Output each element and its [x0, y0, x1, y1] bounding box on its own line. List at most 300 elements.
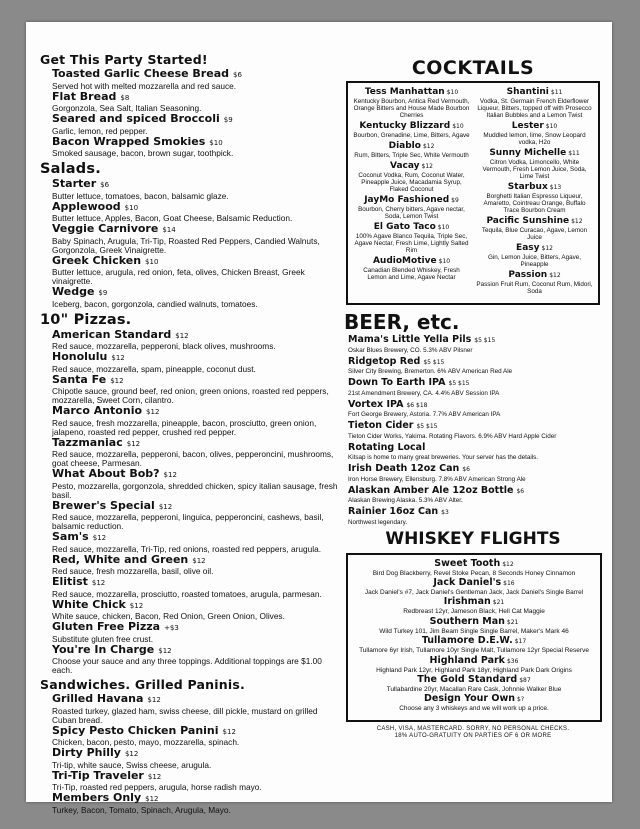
- menu-item: [52, 500, 340, 532]
- whiskey-flight: [354, 636, 594, 654]
- beer-description: 21st Amendment Brewery, CA. 4.4% ABV Session IPA: [348, 389, 500, 397]
- cocktail-name: [476, 243, 593, 254]
- whiskey-flight: [354, 656, 594, 674]
- item-description: White sauce, chicken, Bacon, Red Onion, Green Onion, Olives.: [52, 611, 285, 621]
- cocktail-description: Gin, Lemon Juice, Bitters, Agave, Pineapple: [487, 254, 582, 268]
- beer-item: [348, 464, 604, 483]
- flight-name: [354, 578, 594, 589]
- menu-item: [52, 693, 340, 725]
- cocktail-price: $9: [451, 197, 459, 204]
- item-price: $8: [120, 93, 130, 102]
- item-description: Red sauce, mozzarella, pepperoni, linguica, pepperoncini, cashews, basil, balsamic reduction.: [52, 512, 324, 531]
- item-name: [52, 437, 340, 451]
- flight-name: [354, 694, 594, 705]
- beer-description: Tieton Cider Works, Yakima. Rotating Flavors. 6.9% ABV Hard Apple Cider: [348, 432, 557, 440]
- item-name: [52, 374, 340, 388]
- flight-name: [354, 559, 594, 570]
- menu-item: [52, 351, 340, 374]
- item-description: Garlic, lemon, red pepper.: [52, 125, 148, 136]
- item-description: Butter lettuce, tomatoes, bacon, balsamic glaze.: [52, 190, 229, 201]
- beer-description: Fort George Brewery, Astoria. 7.7% ABV American IPA: [348, 411, 501, 418]
- item-name-text: Applewood: [52, 199, 121, 213]
- beer-name-text: Vortex IPA: [348, 398, 404, 410]
- beer-description: Silver City Brewing, Bremerton. 6% ABV American Red Ale: [348, 368, 513, 375]
- item-description: Substitute gluten free crust.: [52, 633, 154, 644]
- item-price: $9: [98, 289, 108, 297]
- beer-item: [348, 443, 604, 462]
- beer-description: Kitsap is home to many great breweries. Your server has the details.: [348, 454, 539, 461]
- beer-name-text: Tieton Cider: [348, 420, 414, 431]
- menu-item: [52, 255, 340, 287]
- item-name: [52, 68, 340, 82]
- cocktail-description: Bourbon, Cherry bitters, Agave nectar, Soda, Lemon Twist: [358, 206, 465, 220]
- item-description: Pesto, mozzarella, gorgonzola, shredded chicken, spicy italian sausage, fresh basil.: [52, 480, 338, 500]
- flight-price: $21: [506, 618, 519, 626]
- item-price: $12: [158, 646, 172, 655]
- cocktail-item: [353, 121, 470, 139]
- item-price: $12: [192, 556, 206, 565]
- beer-item: [348, 486, 604, 505]
- item-name: [52, 621, 340, 635]
- cocktail-item: [353, 256, 470, 281]
- beer-price: $5 $15: [423, 358, 445, 366]
- flight-name-text: Irishman: [443, 596, 491, 608]
- item-price: $10: [124, 203, 139, 212]
- beer-name-text: Rotating Local: [348, 441, 426, 453]
- payment-note-line-1: CASH, VISA, MASTERCARD. SORRY, NO PERSONAL CHECKS.: [376, 725, 570, 732]
- whiskey-flight: [354, 617, 594, 635]
- beer-name: [348, 400, 604, 412]
- item-name: [52, 554, 340, 568]
- item-name-text: Greek Chicken: [52, 253, 142, 267]
- beer-name: [348, 464, 604, 476]
- cocktail-price: $12: [571, 218, 583, 225]
- item-name: [52, 576, 340, 590]
- cocktail-price: $10: [452, 123, 464, 130]
- menu-item: [52, 747, 340, 770]
- cocktail-item: [476, 87, 593, 119]
- whiskey-flight: [354, 597, 594, 615]
- menu-item: [52, 792, 340, 815]
- item-price: $12: [129, 601, 144, 610]
- item-price: $12: [158, 502, 173, 511]
- cocktail-item: [476, 148, 593, 180]
- flight-name-text: Jack Daniel's: [433, 576, 502, 588]
- cocktail-item: [353, 87, 470, 119]
- item-price: $10: [145, 257, 159, 266]
- flight-price: $16: [503, 579, 515, 587]
- cocktail-item: [353, 141, 470, 159]
- item-description: Red sauce, mozzarella, pepperoni, bacon, olives, pepperoncini, mushrooms, goat cheese, Parmesan.: [52, 449, 334, 468]
- cocktail-price: $11: [568, 150, 580, 157]
- cocktails-column-1: [353, 87, 470, 297]
- section-title: 10" Pizzas.: [40, 311, 132, 328]
- item-name: [52, 770, 340, 784]
- item-name: [52, 178, 340, 192]
- cocktail-name-text: Lester: [511, 121, 544, 131]
- cocktail-description: 100% Agave Blanco Tequila, Triple Sec, Agave Nectar, Fresh Lime, Lightly Salted Rim: [354, 233, 469, 254]
- item-name-text: Flat Bread: [52, 89, 117, 103]
- item-price: $10: [209, 138, 223, 147]
- flight-price: $21: [492, 599, 505, 607]
- beer-price: $5 $15: [416, 423, 438, 430]
- beer-item: [348, 507, 604, 526]
- flight-price: $12: [502, 560, 514, 568]
- cocktail-name-text: Easy: [516, 243, 540, 253]
- cocktail-description: Bourbon, Grenadine, Lime, Bitters, Agave: [353, 132, 470, 139]
- item-price: $12: [145, 795, 159, 803]
- item-name-text: Bacon Wrapped Smokies: [52, 134, 206, 148]
- flight-description: Choose any 3 whiskeys and we will work up a price.: [399, 705, 549, 713]
- item-price: $12: [222, 727, 236, 736]
- menu-item: [52, 113, 340, 136]
- item-description: Tri-Tip, roasted red peppers, arugula, horse radish mayo.: [52, 782, 262, 792]
- cocktail-name: [353, 256, 470, 267]
- item-description: Chicken, bacon, pesto, mayo, mozzarella, spinach.: [52, 737, 240, 747]
- flight-name: [354, 636, 594, 647]
- beer-item: [348, 378, 604, 397]
- cocktail-price: $13: [549, 184, 562, 191]
- cocktail-name-text: Vacay: [390, 161, 420, 171]
- menu-item: [52, 621, 340, 644]
- cocktail-description: Passion Fruit Rum, Coconut Rum, Midori, Soda: [476, 281, 593, 295]
- item-price: $9: [223, 116, 233, 124]
- cocktail-price: $10: [545, 123, 558, 130]
- cocktails-heading: COCKTAILS: [411, 57, 535, 79]
- item-price: $12: [163, 471, 177, 479]
- flight-name: [354, 675, 594, 686]
- payment-note-line-2: 18% AUTO-GRATUITY ON PARTIES OF 6 OR MORE: [394, 732, 552, 739]
- item-description: Red sauce, fresh mozzarella, basil, olive oil.: [52, 566, 214, 576]
- cocktail-description: Kentucky Bourbon, Antica Red Vermouth, Orange Bitters and House Made Bourbon Cherries: [353, 98, 470, 119]
- cocktail-name-text: Shantini: [506, 87, 549, 97]
- beer-item: [348, 335, 604, 354]
- cocktail-name: [476, 148, 593, 159]
- beer-name: [348, 335, 604, 347]
- item-description: Butter lettuce, Apples, Bacon, Goat Cheese, Balsamic Reduction.: [52, 213, 293, 223]
- menu-item: [52, 531, 340, 554]
- item-name: [52, 693, 340, 707]
- menu-item: [52, 405, 340, 437]
- cocktail-item: [353, 195, 470, 220]
- item-name-text: Members Only: [52, 791, 142, 804]
- item-name-text: White Chick: [52, 597, 126, 611]
- cocktail-description: Muddled lemon, lime, Snow Leopard vodka, H2o: [483, 132, 586, 146]
- item-name: [52, 286, 340, 300]
- cocktail-name: [353, 161, 470, 172]
- beer-description: Iron Horse Brewery, Ellensburg. 7.8% ABV American Strong Ale: [348, 475, 526, 483]
- cocktail-name: [476, 270, 593, 281]
- flight-name-text: The Gold Standard: [417, 673, 518, 685]
- item-description: Red sauce, mozzarella, prosciutto, roasted tomatoes, arugula, parmesan.: [52, 588, 322, 599]
- cocktail-name-text: Sunny Michelle: [489, 148, 567, 158]
- beer-name-text: Rainier 16oz Can: [348, 506, 439, 517]
- cocktail-item: [353, 222, 470, 254]
- flight-description: Highland Park 12yr, Highland Park 18yr, Highland Park Dark Origins: [376, 666, 572, 674]
- flight-price: $36: [506, 657, 519, 665]
- item-name-text: Santa Fe: [52, 372, 107, 386]
- item-price: +$3: [164, 624, 179, 632]
- beer-price: $6: [516, 487, 525, 495]
- menu-item: [52, 68, 340, 91]
- cocktail-description: Canadian Blended Whiskey, Fresh Lemon and Lime, Agave Nectar: [363, 267, 460, 281]
- item-name: [52, 223, 340, 237]
- item-description: Red sauce, mozzarella, Tri-Tip, red onions, roasted red peppers, arugula.: [52, 543, 322, 554]
- menu-item: [52, 599, 340, 622]
- beer-name-text: Mama's Little Yella Pils: [348, 334, 472, 345]
- item-name-text: American Standard: [52, 327, 172, 341]
- menu-item: [52, 178, 340, 201]
- cocktail-name-text: Passion: [508, 270, 548, 280]
- beer-price: $6 $18: [406, 401, 428, 409]
- flight-price: $17: [514, 638, 527, 646]
- item-name: [52, 113, 340, 127]
- beer-name-text: Ridgetop Red: [348, 355, 421, 367]
- food-column: [40, 50, 340, 815]
- payment-note: [342, 726, 604, 740]
- cocktails-box: [346, 81, 600, 305]
- beer-price: $5 $15: [474, 337, 496, 344]
- item-description: Butter lettuce, arugula, red onion, feta, olives, Chicken Breast, Greek vinaigrette.: [52, 267, 305, 286]
- cocktail-name: [353, 141, 470, 152]
- beer-name: [348, 421, 604, 433]
- cocktail-price: $11: [550, 89, 563, 96]
- cocktail-description: Rum, Bitters, Triple Sec, White Vermouth: [354, 152, 469, 159]
- item-name-text: Red, White and Green: [52, 552, 189, 566]
- item-price: $6: [233, 71, 242, 79]
- menu-item: [52, 644, 340, 676]
- beer-name-text: Alaskan Amber Ale 12oz Bottle: [348, 484, 514, 496]
- item-name: [52, 255, 340, 269]
- item-name: [52, 136, 340, 150]
- flight-description: Wild Turkey 101, Jim Beam Single Single Barrel, Maker's Mark 46: [379, 627, 569, 635]
- beer-name: [348, 378, 604, 390]
- cocktail-description: Tequila, Blue Curacao, Agave, Lemon Juice: [481, 227, 588, 241]
- cocktail-item: [476, 182, 593, 214]
- section-title: Get This Party Started!: [40, 52, 208, 67]
- cocktail-description: Citron Vodka, Limoncello, White Vermouth, Fresh Lemon Juice, Soda, Lime Twist: [482, 159, 587, 180]
- item-price: $6: [100, 181, 110, 189]
- menu-page: [26, 22, 612, 815]
- item-name-text: Marco Antonio: [52, 404, 143, 417]
- menu-item: [52, 437, 340, 469]
- item-name: [52, 329, 340, 343]
- cocktail-name-text: Pacific Sunshine: [486, 216, 570, 226]
- item-description: Tri-tip, white sauce, Swiss cheese, arugula.: [52, 759, 212, 770]
- item-description: Baby Spinach, Arugula, Tri-Tip, Roasted Red Peppers, Candied Walnuts, Gorgonzola, Greek Vinaigrette.: [52, 235, 320, 255]
- beer-price: $5 $15: [448, 380, 470, 387]
- item-name-text: Grilled Havana: [52, 692, 144, 705]
- flight-name-text: Design Your Own: [423, 693, 515, 705]
- item-description: Chipotle sauce, ground beef, red onion, green onions, roasted red peppers, mozzarella, Sweet Corn, cilantro.: [52, 386, 329, 405]
- menu-item: [52, 554, 340, 577]
- menu-item: [52, 91, 340, 114]
- item-name: [52, 500, 340, 514]
- cocktail-item: [353, 161, 470, 193]
- item-description: Red sauce, mozzarella, spam, pineapple, coconut dust.: [52, 363, 256, 374]
- flight-price: $87: [519, 676, 531, 684]
- cocktail-name: [476, 121, 593, 132]
- flight-name: [354, 617, 594, 628]
- cocktail-name-text: El Gato Taco: [373, 222, 436, 232]
- cocktail-name-text: Starbux: [507, 182, 548, 192]
- cocktail-price: $12: [541, 245, 553, 252]
- item-description: Gorgonzola, Sea Salt, Italian Seasoning.: [52, 103, 202, 113]
- cocktails-column-2: [476, 87, 593, 297]
- flight-name-text: Southern Man: [429, 615, 505, 627]
- item-name: [52, 792, 340, 806]
- beer-item: [348, 357, 604, 376]
- item-name-text: You're In Charge: [52, 642, 155, 656]
- item-description: Smoked sausage, bacon, brown sugar, toothpick.: [52, 148, 234, 158]
- whiskey-heading: WHISKEY FLIGHTS: [385, 528, 561, 549]
- item-name-text: Elitist: [52, 575, 88, 588]
- beer-name: [348, 486, 604, 498]
- beer-list: [342, 335, 604, 526]
- item-price: $14: [162, 226, 176, 234]
- item-description: Red sauce, mozzarella, pepperoni, black olives, mushrooms.: [52, 341, 276, 351]
- beer-name-text: Down To Earth IPA: [348, 377, 446, 388]
- item-name: [52, 725, 340, 739]
- menu-item: [52, 201, 340, 224]
- beer-name: [348, 443, 604, 455]
- item-name: [52, 468, 340, 482]
- flight-name: [354, 656, 594, 667]
- flight-description: Tullamore 6yr Irish, Tullamore 10yr Single Malt, Tullamore 12yr Special Reserve: [359, 647, 589, 655]
- item-name: [52, 405, 340, 419]
- menu-item: [52, 725, 340, 748]
- item-name-text: Sam's: [52, 530, 89, 543]
- whiskey-flight: [354, 559, 594, 577]
- cocktail-price: $10: [437, 224, 450, 231]
- item-price: $12: [175, 331, 189, 340]
- item-price: $12: [147, 772, 162, 781]
- item-price: $12: [126, 439, 141, 448]
- item-description: Roasted turkey, glazed ham, swiss cheese, dill pickle, mustard on grilled Cuban bread.: [52, 705, 318, 725]
- item-price: $12: [147, 696, 161, 704]
- item-name: [52, 747, 340, 761]
- cocktail-item: [476, 243, 593, 268]
- beer-price: $6: [462, 466, 470, 473]
- menu-item: [52, 468, 340, 500]
- menu-item: [52, 136, 340, 159]
- section-title: Sandwiches. Grilled Paninis.: [40, 677, 245, 692]
- item-description: Turkey, Bacon, Tomato, Spinach, Arugula, Mayo.: [52, 804, 231, 815]
- flight-description: Tullabardine 20yr, Macallan Rare Cask, Johnnie Walker Blue: [386, 685, 562, 693]
- cocktail-price: $10: [438, 258, 451, 265]
- flight-description: Redbreast 12yr, Jameson Black, Hell Cat Maggie: [403, 608, 545, 616]
- menu-item: [52, 374, 340, 406]
- cocktail-name: [353, 195, 470, 206]
- flight-name: [354, 597, 594, 608]
- item-name-text: Brewer's Special: [52, 498, 155, 512]
- cocktail-name: [476, 216, 593, 227]
- item-name-text: Gluten Free Pizza: [52, 620, 161, 633]
- item-name-text: Dirty Philly: [52, 746, 121, 759]
- item-description: Choose your sauce and any three toppings. Additional toppings are $1.00 each.: [52, 656, 322, 675]
- menu-item: [52, 286, 340, 309]
- beer-item: [348, 421, 604, 440]
- cocktail-name-text: Tess Manhattan: [364, 87, 445, 97]
- beer-description: Northwest legendary.: [348, 518, 408, 526]
- flight-description: Bird Dog Blackberry, Revel Stoke Pecan, 8 Seconds Honey Cinnamon: [372, 569, 576, 577]
- cocktail-name: [353, 87, 470, 98]
- flight-description: Jack Daniel's #7, Jack Daniel's Gentleman Jack, Jack Daniel's Single Barrel: [364, 588, 584, 596]
- cocktail-price: $10: [446, 89, 459, 96]
- cocktail-price: $12: [549, 272, 561, 279]
- whiskey-flight: [354, 694, 594, 712]
- beer-name-text: Irish Death 12oz Can: [348, 463, 460, 474]
- item-name-text: Tazzmaniac: [52, 435, 123, 449]
- menu-item: [52, 223, 340, 255]
- cocktail-name: [353, 222, 470, 233]
- item-name: [52, 201, 340, 215]
- cocktail-name-text: AudioMotive: [372, 256, 437, 266]
- item-price: $12: [92, 534, 107, 542]
- item-name-text: Starter: [52, 177, 97, 190]
- whiskey-flight: [354, 578, 594, 596]
- section-title: Salads.: [40, 161, 101, 177]
- item-description: Served hot with melted mozzarella and red sauce.: [52, 80, 237, 91]
- cocktail-name-text: JayMo Fashioned: [364, 195, 450, 205]
- drinks-column: [342, 58, 604, 740]
- item-name: [52, 599, 340, 613]
- beer-description: Oskar Blues Brewery, CO. 5.3% ABV Pilsner: [348, 346, 473, 354]
- cocktail-item: [476, 121, 593, 146]
- item-name-text: Honolulu: [52, 350, 108, 363]
- beer-heading: BEER, etc.: [344, 310, 460, 334]
- item-name-text: Seared and spiced Broccoli: [52, 112, 220, 125]
- flight-price: $?: [517, 696, 525, 704]
- item-name-text: Spicy Pesto Chicken Panini: [52, 723, 219, 737]
- item-name-text: Wedge: [52, 285, 95, 298]
- menu-item: [52, 576, 340, 599]
- cocktail-name: [353, 121, 470, 132]
- item-description: Iceberg, bacon, gorgonzola, candied walnuts, tomatoes.: [52, 298, 258, 309]
- item-price: $12: [110, 376, 124, 385]
- flight-name-text: Tullamore D.E.W.: [421, 635, 513, 647]
- beer-item: [348, 400, 604, 419]
- cocktail-item: [476, 216, 593, 241]
- flight-name-text: Sweet Tooth: [434, 557, 501, 569]
- flight-name-text: Highland Park: [429, 654, 505, 666]
- cocktail-price: $12: [421, 163, 433, 170]
- menu-item: [52, 329, 340, 352]
- cocktail-name: [476, 182, 593, 193]
- cocktail-item: [476, 270, 593, 295]
- item-name-text: Tri-Tip Traveler: [52, 768, 144, 782]
- item-name-text: Veggie Carnivore: [52, 222, 159, 235]
- cocktail-name-text: Kentucky Blizzard: [359, 121, 451, 131]
- item-name: [52, 644, 340, 658]
- item-name-text: What About Bob?: [52, 467, 160, 480]
- whiskey-flight: [354, 675, 594, 693]
- item-name: [52, 351, 340, 365]
- beer-price: $3: [441, 509, 449, 516]
- cocktail-description: Vodka, St. Germain French Elderflower Liqueur, Bitters, topped off with Prosecco Italian Bubbles and a Lemon Twist: [477, 98, 592, 119]
- beer-description: Alaskan Brewing Alaska. 5.3% ABV Alter.: [348, 497, 463, 504]
- item-price: $12: [91, 579, 106, 587]
- item-price: $12: [111, 354, 125, 362]
- cocktail-name-text: Diablo: [388, 141, 421, 151]
- item-name: [52, 91, 340, 105]
- cocktail-description: Coconut Vodka, Rum, Coconut Water, Pineapple Juice, Macadamia Syrup, Flaked Coconut: [358, 172, 465, 193]
- cocktail-price: $12: [422, 143, 435, 150]
- item-name-text: Toasted Garlic Cheese Bread: [52, 67, 229, 80]
- cocktail-name: [476, 87, 593, 98]
- beer-name: [348, 357, 604, 369]
- beer-name: [348, 507, 604, 519]
